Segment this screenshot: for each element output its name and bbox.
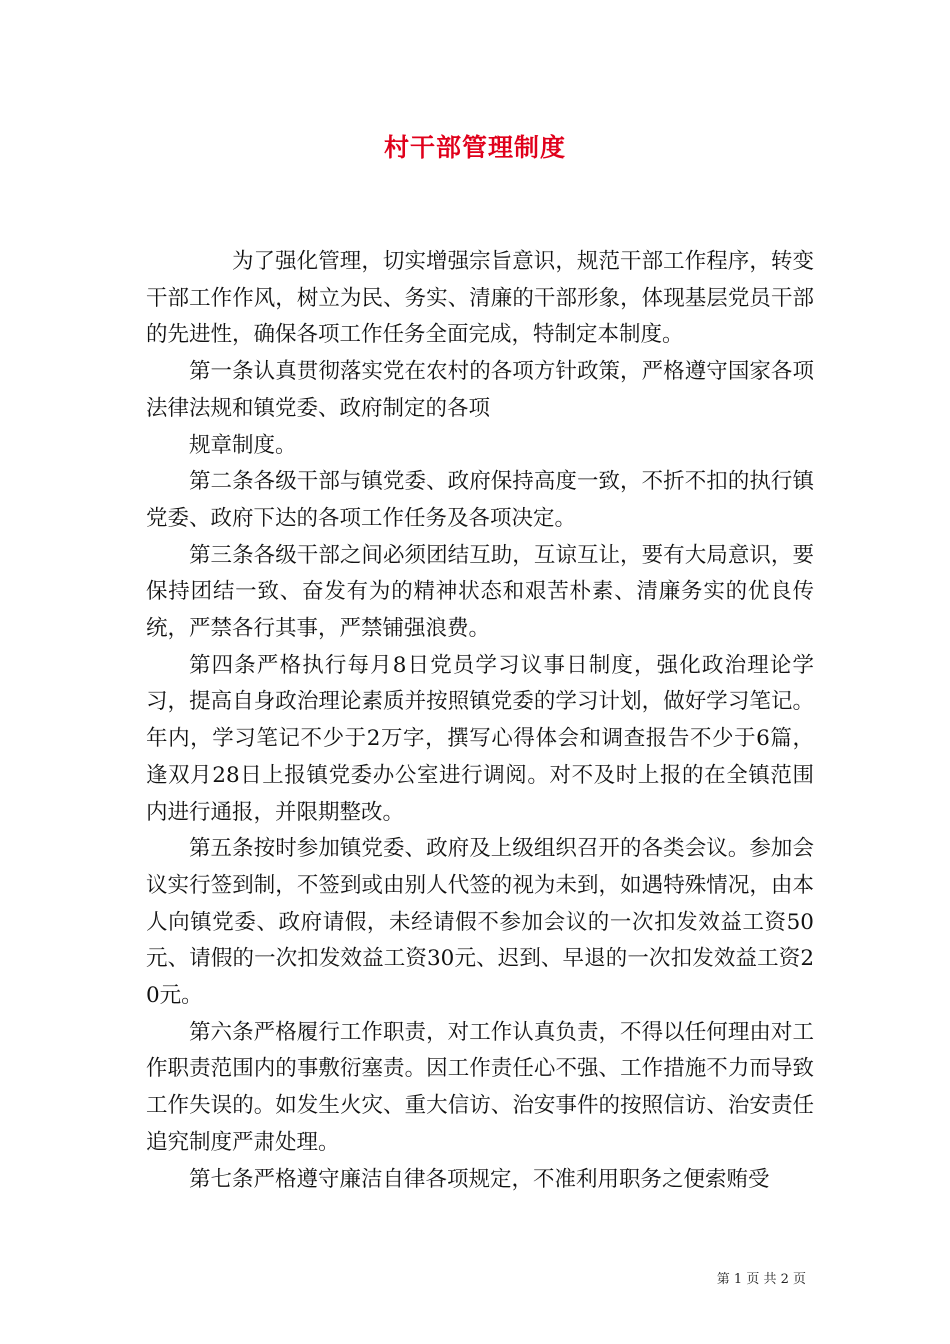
article-5-paragraph: 第五条按时参加镇党委、政府及上级组织召开的各类会议。参加会议实行签到制，不签到或由别人代签的视为未到，如遇特殊情况，由本人向镇党委、政府请假，未经请假不参加会议的一次扣发效益工资50元、请假的一次扣发效益工资30元、迟到、早退的一次扣发效益工资20元。 — [146, 836, 814, 1009]
article-3-paragraph: 第三条各级干部之间必须团结互助，互谅互让，要有大局意识，要保持团结一致、奋发有为的精神状态和艰苦朴素、清廉务实的优良传统，严禁各行其事，严禁铺强浪费。 — [146, 542, 814, 642]
document-body — [146, 244, 814, 1198]
article-6-paragraph: 第六条严格履行工作职责，对工作认真负责，不得以任何理由对工作职责范围内的事敷衍塞责。因工作责任心不强、工作措施不力而导致工作失误的。如发生火灾、重大信访、治安事件的按照信访、治安责任追究制度严肃处理。 — [146, 1019, 814, 1155]
article-1-continuation: 规章制度。 — [189, 432, 297, 458]
article-4-paragraph: 第四条严格执行每月8日党员学习议事日制度，强化政治理论学习，提高自身政治理论素质并按照镇党委的学习计划，做好学习笔记。年内，学习笔记不少于2万字，撰写心得体会和调查报告不少于6篇，逢双月28日上报镇党委办公室进行调阅。对不及时上报的在全镇范围内进行通报，并限期整改。 — [146, 652, 814, 825]
document-title: 村干部管理制度 — [383, 133, 566, 162]
intro-paragraph: 为了强化管理，切实增强宗旨意识，规范干部工作程序，转变干部工作作风，树立为民、务实、清廉的干部形象，体现基层党员干部的先进性，确保各项工作任务全面完成，特制定本制度。 — [146, 249, 814, 348]
article-1-paragraph: 第一条认真贯彻落实党在农村的各项方针政策，严格遵守国家各项法律法规和镇党委、政府制定的各项 — [146, 359, 814, 421]
article-2-paragraph: 第二条各级干部与镇党委、政府保持高度一致，不折不扣的执行镇党委、政府下达的各项工作任务及各项决定。 — [146, 469, 814, 531]
article-7-paragraph: 第七条严格遵守廉洁自律各项规定，不准利用职务之便索贿受 — [189, 1166, 770, 1192]
page-number: 第 1 页 共 2 页 — [716, 1272, 806, 1287]
